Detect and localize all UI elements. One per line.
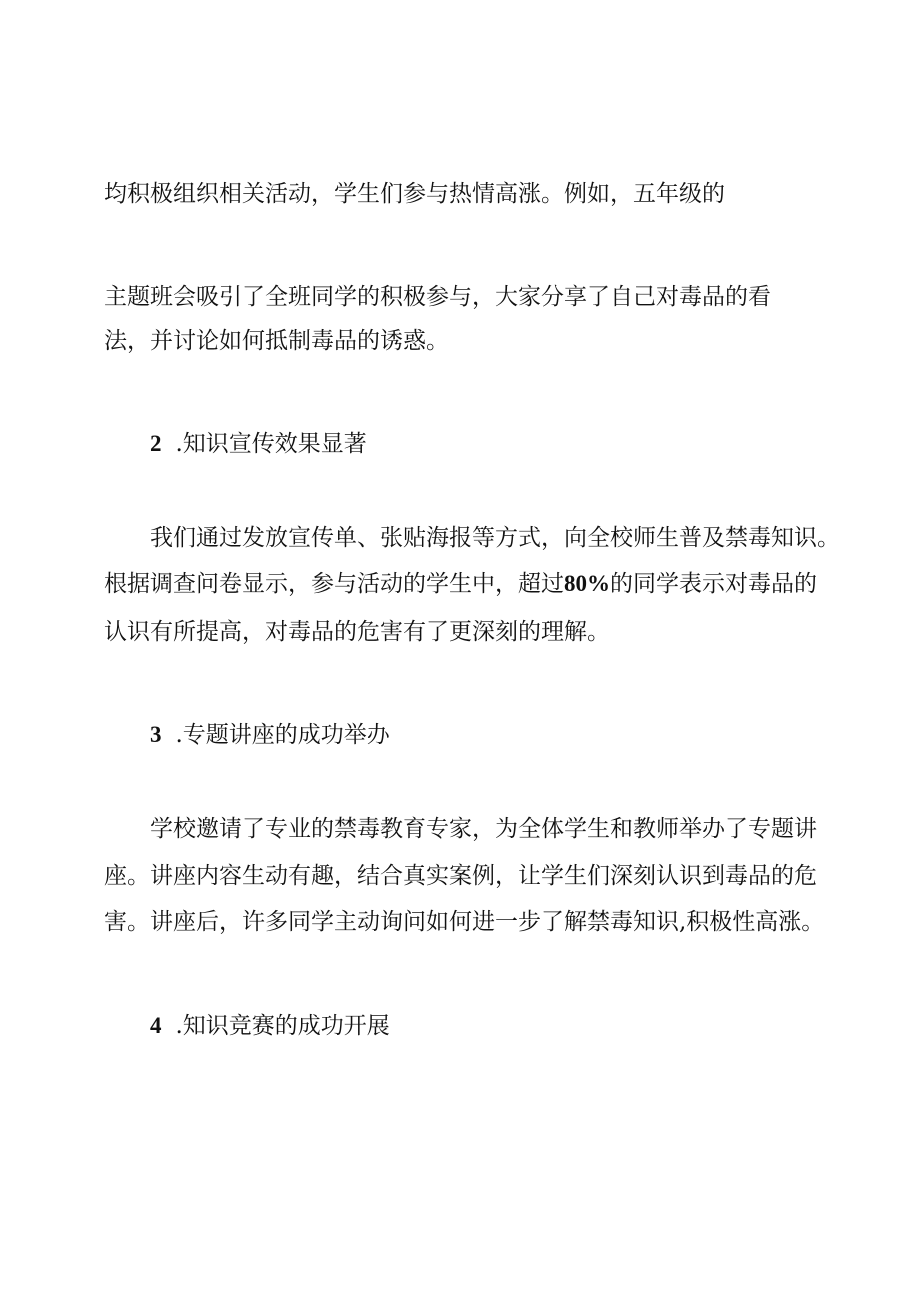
paragraph-line: 均积极组织相关活动，学生们参与热情高涨。例如，五年级的 xyxy=(104,181,725,207)
paragraph-line: 认识有所提高，对毒品的危害有了更深刻的理解。 xyxy=(104,619,610,645)
paragraph-line: 主题班会吸引了全班同学的积极参与，大家分享了自己对毒品的看 xyxy=(104,284,771,310)
section-number: 4 xyxy=(150,1013,162,1038)
section-title: .知识竞赛的成功开展 xyxy=(175,1013,390,1039)
paragraph-line: 座。讲座内容生动有趣，结合真实案例，让学生们深刻认识到毒品的危 xyxy=(104,863,817,889)
paragraph-line: 学校邀请了专业的禁毒教育专家，为全体学生和教师举办了专题讲 xyxy=(150,816,817,842)
section-number: 2 xyxy=(150,431,162,456)
text-run: 的同学表示对毒品的 xyxy=(610,571,817,597)
paragraph-line xyxy=(104,568,817,600)
section-title: .知识宣传效果显著 xyxy=(175,431,367,457)
section-heading-4 xyxy=(150,1010,390,1042)
paragraph-line: 我们通过发放宣传单、张贴海报等方式，向全校师生普及禁毒知识。 xyxy=(150,525,840,551)
section-number: 3 xyxy=(150,722,162,747)
section-heading-3 xyxy=(150,719,390,751)
paragraph-line: 害。讲座后，许多同学主动询问如何进一步了解禁毒知识,积极性高涨。 xyxy=(104,909,825,935)
paragraph-line: 法，并讨论如何抵制毒品的诱惑。 xyxy=(104,328,449,354)
text-run: 根据调查问卷显示，参与活动的学生中，超过 xyxy=(104,571,564,597)
section-heading-2 xyxy=(150,428,367,460)
percentage-value: 80% xyxy=(564,571,610,596)
section-title: .专题讲座的成功举办 xyxy=(175,722,390,748)
